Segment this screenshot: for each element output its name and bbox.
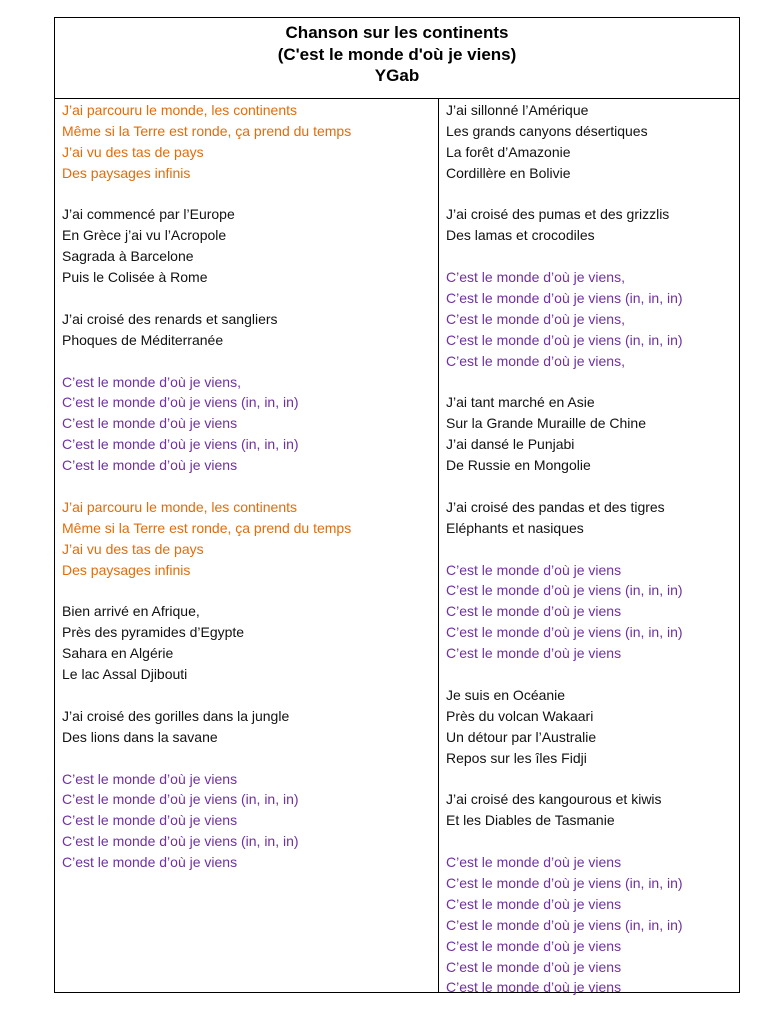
- stanza-gap: [62, 476, 434, 497]
- lyric-line: J’ai tant marché en Asie: [446, 394, 595, 411]
- lyric-line: Les grands canyons désertiques: [446, 122, 648, 139]
- lyric-line: Près du volcan Wakaari: [446, 707, 594, 724]
- lyric-line: C’est le monde d’où je viens: [446, 895, 622, 912]
- lyric-line: Près des pyramides d’Egypte: [62, 624, 245, 641]
- lyric-line: C’est le monde d’où je viens (in, in, in): [446, 916, 683, 933]
- lyric-line: C’est le monde d’où je viens,: [446, 352, 625, 369]
- lyric-line: J’ai croisé des gorilles dans la jungle: [62, 707, 290, 724]
- song-author: YGab: [374, 66, 420, 85]
- lyric-line: J’ai commencé par l’Europe: [62, 206, 235, 223]
- lyric-line: C’est le monde d’où je viens: [446, 958, 622, 975]
- table-header: [55, 18, 739, 99]
- lyric-line: J’ai croisé des renards et sangliers: [62, 310, 278, 327]
- right-lyrics-column: [446, 99, 736, 998]
- lyric-line: Je suis en Océanie: [446, 686, 566, 703]
- lyric-line: Phoques de Méditerranée: [62, 331, 224, 348]
- stanza-gap: [446, 372, 736, 393]
- lyric-line: En Grèce j’ai vu l’Acropole: [62, 227, 227, 244]
- lyric-line: J’ai croisé des kangourous et kiwis: [446, 791, 662, 808]
- lyric-line: C’est le monde d’où je viens: [446, 645, 622, 662]
- lyric-line: Sagrada à Barcelone: [62, 248, 194, 265]
- lyric-line: C’est le monde d’où je viens (in, in, in): [446, 582, 683, 599]
- stanza-gap: [62, 184, 434, 205]
- column-divider: [438, 99, 439, 992]
- stanza-gap: [446, 246, 736, 267]
- lyric-line: J’ai vu des tas de pays: [62, 540, 204, 557]
- song-title: Chanson sur les continents: [285, 23, 509, 42]
- lyric-line: Sahara en Algérie: [62, 645, 174, 662]
- lyric-line: J’ai sillonné l’Amérique: [446, 102, 589, 118]
- lyric-line: De Russie en Mongolie: [446, 457, 591, 474]
- lyric-line: C’est le monde d’où je viens: [62, 415, 238, 432]
- lyric-line: C’est le monde d’où je viens (in, in, in): [446, 624, 683, 641]
- stanza-gap: [446, 664, 736, 685]
- lyric-line: C’est le monde d’où je viens: [446, 937, 622, 954]
- lyric-line: Des paysages infinis: [62, 561, 191, 578]
- lyric-line: Repos sur les îles Fidji: [446, 749, 587, 766]
- lyric-line: C’est le monde d’où je viens (in, in, in): [62, 791, 299, 808]
- lyric-line: C’est le monde d’où je viens: [62, 457, 238, 474]
- lyric-line: Le lac Assal Djibouti: [62, 666, 188, 683]
- lyric-line: Sur la Grande Muraille de Chine: [446, 415, 646, 432]
- lyric-line: Puis le Colisée à Rome: [62, 269, 208, 286]
- lyric-line: C’est le monde d’où je viens (in, in, in): [62, 394, 299, 411]
- lyric-line: J’ai parcouru le monde, les continents: [62, 102, 298, 118]
- lyric-line: J’ai croisé des pandas et des tigres: [446, 498, 665, 515]
- left-lyrics-column: [62, 99, 434, 873]
- lyric-line: C’est le monde d’où je viens: [446, 603, 622, 620]
- lyric-line: C’est le monde d’où je viens: [446, 979, 622, 996]
- lyric-line: Même si la Terre est ronde, ça prend du temps: [62, 122, 352, 139]
- lyric-line: Eléphants et nasiques: [446, 519, 584, 536]
- lyric-line: C’est le monde d’où je viens (in, in, in): [446, 331, 683, 348]
- lyric-line: C’est le monde d’où je viens,: [446, 310, 625, 327]
- lyric-line: Des lamas et crocodiles: [446, 227, 595, 244]
- lyric-line: J’ai dansé le Punjabi: [446, 436, 575, 453]
- lyric-line: C’est le monde d’où je viens: [62, 770, 238, 787]
- stanza-gap: [446, 476, 736, 497]
- lyric-line: C’est le monde d’où je viens (in, in, in): [446, 290, 683, 307]
- lyric-line: C’est le monde d’où je viens: [62, 854, 238, 871]
- lyric-line: Même si la Terre est ronde, ça prend du temps: [62, 519, 352, 536]
- stanza-gap: [62, 288, 434, 309]
- lyric-line: C’est le monde d’où je viens: [446, 854, 622, 871]
- stanza-gap: [446, 539, 736, 560]
- lyric-line: C’est le monde d’où je viens: [446, 561, 622, 578]
- lyric-line: J’ai vu des tas de pays: [62, 143, 204, 160]
- lyric-line: Et les Diables de Tasmanie: [446, 812, 615, 829]
- stanza-gap: [62, 748, 434, 769]
- lyric-line: Des lions dans la savane: [62, 728, 218, 745]
- stanza-gap: [446, 831, 736, 852]
- lyric-line: C’est le monde d’où je viens (in, in, in): [446, 874, 683, 891]
- lyric-line: Bien arrivé en Afrique,: [62, 603, 200, 620]
- lyric-line: C’est le monde d’où je viens (in, in, in): [62, 833, 299, 850]
- lyric-line: Cordillère en Bolivie: [446, 164, 571, 181]
- lyric-line: Un détour par l’Australie: [446, 728, 597, 745]
- lyric-line: C’est le monde d’où je viens: [62, 812, 238, 829]
- lyric-line: C’est le monde d’où je viens,: [62, 373, 241, 390]
- lyric-line: C’est le monde d’où je viens (in, in, in): [62, 436, 299, 453]
- stanza-gap: [62, 351, 434, 372]
- lyrics-table: [54, 17, 740, 996]
- lyric-line: C’est le monde d’où je viens,: [446, 269, 625, 286]
- stanza-gap: [62, 580, 434, 601]
- lyric-line: Des paysages infinis: [62, 164, 191, 181]
- stanza-gap: [446, 769, 736, 790]
- lyric-line: J’ai parcouru le monde, les continents: [62, 498, 298, 515]
- lyric-line: J’ai croisé des pumas et des grizzlis: [446, 206, 670, 223]
- stanza-gap: [62, 685, 434, 706]
- song-subtitle: (C'est le monde d'où je viens): [277, 44, 517, 64]
- lyric-line: La forêt d’Amazonie: [446, 143, 571, 160]
- stanza-gap: [446, 184, 736, 205]
